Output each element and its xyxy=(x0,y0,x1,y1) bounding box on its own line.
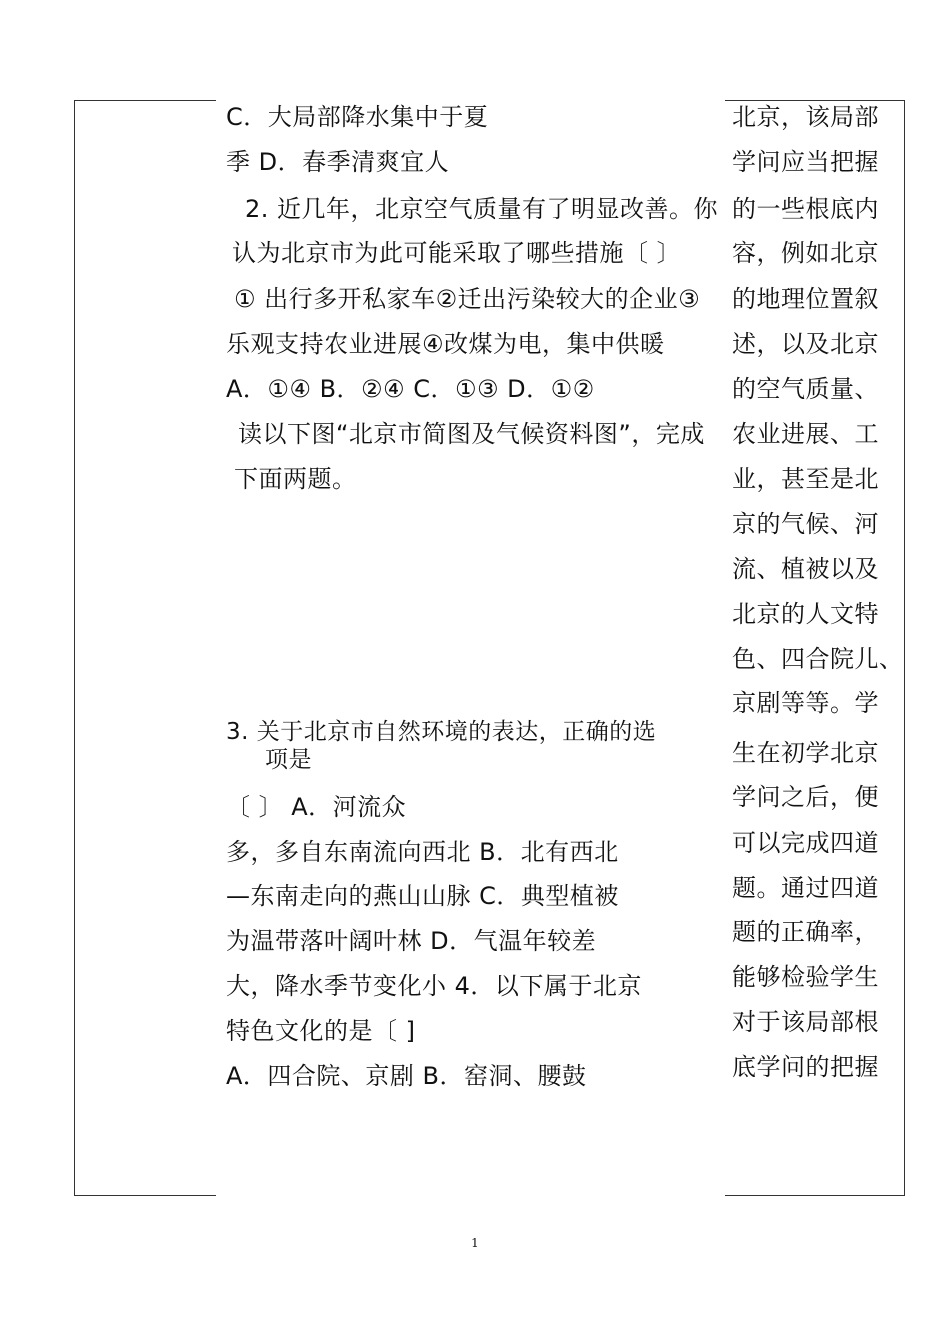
question-3-line-2: 项是 xyxy=(265,747,312,773)
commentary-line: 对于该局部根 xyxy=(732,1008,879,1036)
commentary-line: 可以完成四道 xyxy=(732,829,879,857)
question-2-line-4: 乐观支持农业进展④改煤为电，集中供暖 xyxy=(226,330,665,358)
commentary-line: 容，例如北京 xyxy=(732,239,879,267)
page-number: 1 xyxy=(471,1236,479,1250)
commentary-line: 业，甚至是北 xyxy=(732,465,879,493)
commentary-line: 能够检验学生 xyxy=(732,963,879,991)
table-bottom-border-left xyxy=(74,1195,216,1196)
commentary-line: 京的气候、河 xyxy=(732,510,879,538)
question-3-line-3: 〔 〕 A．河流众 xyxy=(226,793,407,821)
commentary-line: 述，以及北京 xyxy=(732,330,879,358)
commentary-line: 流、植被以及 xyxy=(732,555,879,583)
question-3-line-4: 多，多自东南流向西北 B．北有西北 xyxy=(226,838,619,866)
commentary-line: 题。通过四道 xyxy=(732,874,879,902)
commentary-line: 京剧等等。学 xyxy=(732,689,879,717)
commentary-line: 色、四合院儿、 xyxy=(732,645,904,673)
question-3-line-6: 为温带落叶阔叶林 D．气温年较差 xyxy=(226,927,597,955)
commentary-line: 农业进展、工 xyxy=(732,420,879,448)
commentary-line: 的一些根底内 xyxy=(732,195,879,223)
question-2-options: A．①④ B．②④ C．①③ D．①② xyxy=(226,375,595,403)
question-2-line-2: 认为北京市为此可能采取了哪些措施〔 〕 xyxy=(232,239,682,267)
commentary-line: 北京，该局部 xyxy=(732,103,879,131)
map-instruction-line-2: 下面两题。 xyxy=(234,465,357,493)
table-left-border xyxy=(74,100,75,1196)
commentary-line: 题的正确率， xyxy=(732,918,879,946)
commentary-line: 生在初学北京 xyxy=(732,739,879,767)
table-top-border-left xyxy=(74,100,216,101)
option-d-line: 季 D．春季清爽宜人 xyxy=(226,148,450,176)
table-top-border-right xyxy=(725,100,905,101)
commentary-line: 底学问的把握 xyxy=(732,1053,879,1081)
commentary-line: 北京的人文特 xyxy=(732,600,879,628)
question-4-options: A．四合院、京剧 B．窑洞、腰鼓 xyxy=(226,1062,587,1090)
commentary-line: 学问之后，便 xyxy=(732,783,879,811)
option-c-line: C．大局部降水集中于夏 xyxy=(226,103,489,131)
table-bottom-border-right xyxy=(725,1195,905,1196)
question-3-line-1: 3. 关于北京市自然环境的表达，正确的选 xyxy=(226,719,657,745)
commentary-line: 学问应当把握 xyxy=(732,148,879,176)
commentary-line: 的地理位置叙 xyxy=(732,285,879,313)
question-2-line-1: 2. 近几年，北京空气质量有了明显改善。你 xyxy=(245,195,719,223)
commentary-line: 的空气质量、 xyxy=(732,375,879,403)
map-instruction-line-1: 读以下图“北京市简图及气候资料图”，完成 xyxy=(238,420,705,448)
question-2-line-3: ① 出行多开私家车②迁出污染较大的企业③ xyxy=(234,285,701,313)
question-4-line-1: 特色文化的是〔 ] xyxy=(226,1017,416,1045)
question-3-line-5: —东南走向的燕山山脉 C．典型植被 xyxy=(226,882,619,910)
question-3-4-line: 大，降水季节变化小 4．以下属于北京 xyxy=(226,972,642,1000)
table-right-border xyxy=(904,100,905,1196)
